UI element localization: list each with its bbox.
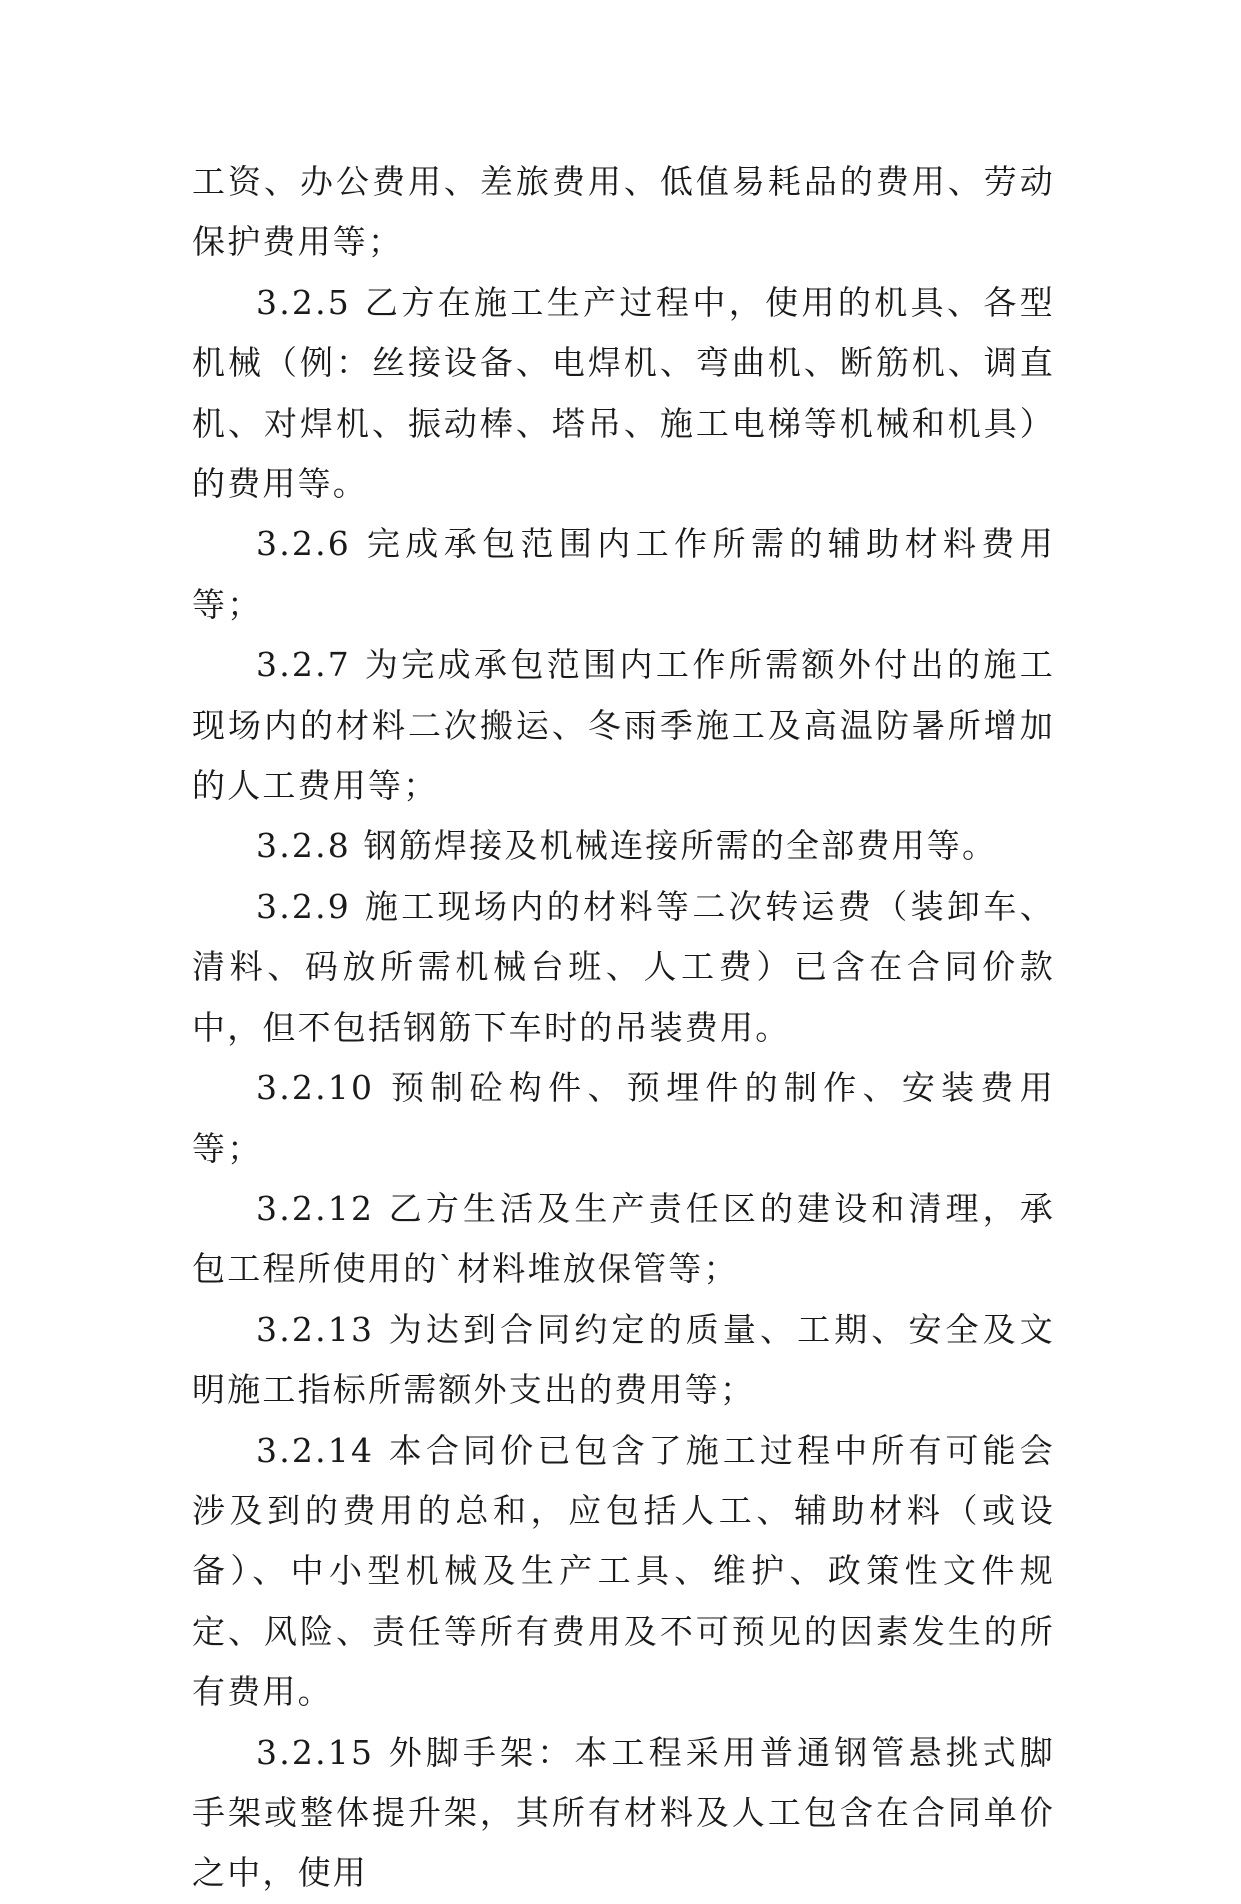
paragraph-3-2-9: 3.2.9 施工现场内的材料等二次转运费（装卸车、清料、码放所需机械台班、人工费）已含在合同价款中，但不包括钢筋下车时的吊装费用。 xyxy=(192,886,1055,1047)
paragraph-3-2-7: 3.2.7 为完成承包范围内工作所需额外付出的施工现场内的材料二次搬运、冬雨季施工及高温防暑所增加的人工费用等； xyxy=(192,645,1055,806)
paragraph-3-2-6: 3.2.6 完成承包范围内工作所需的辅助材料费用等； xyxy=(192,524,1055,624)
document-body xyxy=(192,152,1055,1904)
paragraph-3-2-13: 3.2.13 为达到合同约定的质量、工期、安全及文明施工指标所需额外支出的费用等； xyxy=(192,1309,1055,1410)
paragraph-continued: 工资、办公费用、差旅费用、低值易耗品的费用、劳动保护费用等； xyxy=(192,162,1055,262)
paragraph-3-2-8: 3.2.8 钢筋焊接及机械连接所需的全部费用等。 xyxy=(256,826,998,866)
paragraph-3-2-10: 3.2.10 预制砼构件、预埋件的制作、安装费用等； xyxy=(192,1068,1055,1168)
paragraph-3-2-15: 3.2.15 外脚手架：本工程采用普通钢管悬挑式脚手架或整体提升架，其所有材料及人工包含在合同单价之中，使用 xyxy=(192,1732,1055,1893)
paragraph-3-2-12: 3.2.12 乙方生活及生产责任区的建设和清理，承包工程所使用的`材料堆放保管等； xyxy=(192,1188,1055,1289)
paragraph-3-2-14: 3.2.14 本合同价已包含了施工过程中所有可能会涉及到的费用的总和，应包括人工、辅助材料（或设备）、中小型机械及生产工具、维护、政策性文件规定、风险、责任等所有费用及不可预见的因素发生的所有费用。 xyxy=(192,1430,1055,1712)
paragraph-3-2-5: 3.2.5 乙方在施工生产过程中，使用的机具、各型机械（例：丝接设备、电焊机、弯曲机、断筋机、调直机、对焊机、振动棒、塔吊、施工电梯等机械和机具）的费用等。 xyxy=(192,282,1055,504)
